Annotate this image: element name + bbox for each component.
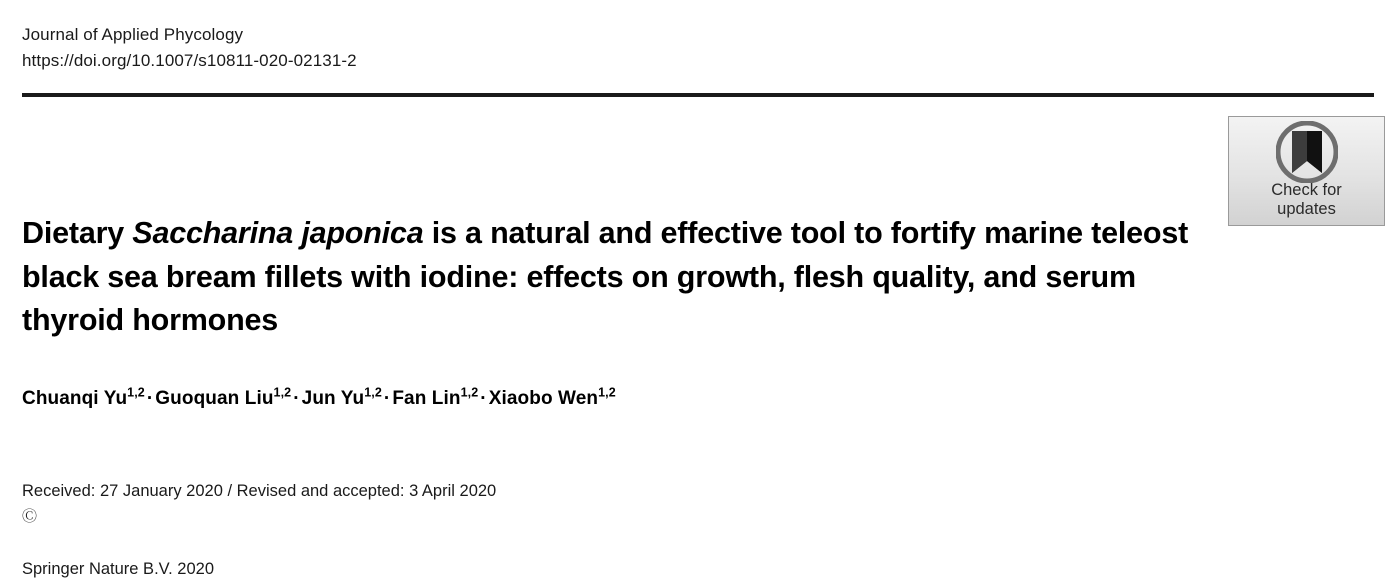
author-affiliation-marker: 1,2 xyxy=(460,385,479,400)
check-for-updates-label xyxy=(1229,181,1384,219)
copyright-line xyxy=(22,505,496,582)
author[interactable] xyxy=(392,385,479,409)
journal-name: Journal of Applied Phycology xyxy=(22,25,244,44)
author-separator: · xyxy=(293,388,300,409)
check-for-updates-badge[interactable] xyxy=(1228,116,1385,226)
author-separator: · xyxy=(480,388,487,409)
author-separator: · xyxy=(383,388,391,409)
author[interactable] xyxy=(488,385,616,409)
author-name: Chuanqi Yu xyxy=(22,388,128,409)
author-name: Jun Yu xyxy=(301,388,365,409)
author-affiliation-marker: 1,2 xyxy=(598,385,616,400)
journal-header xyxy=(22,22,357,75)
crossmark-icon xyxy=(1276,121,1338,183)
author-name: Fan Lin xyxy=(392,388,461,409)
copyright-text: Springer Nature B.V. 2020 xyxy=(22,559,215,578)
badge-line-2: updates xyxy=(1277,200,1336,219)
page-title xyxy=(22,212,1212,342)
title-segment-2: is a natural and effective tool to fortify marine teleost black sea bream fillets with iodine: effects on growth, flesh quality, and serum thyroid hormones xyxy=(22,216,1189,338)
journal-doi[interactable]: https://doi.org/10.1007/s10811-020-02131-2 xyxy=(22,51,357,71)
author[interactable] xyxy=(155,385,292,409)
author-affiliation-marker: 1,2 xyxy=(127,385,145,400)
author-name: Xiaobo Wen xyxy=(488,388,599,409)
author[interactable] xyxy=(22,385,145,409)
author-separator: · xyxy=(146,388,154,409)
title-species-name: Saccharina japonica xyxy=(132,216,424,251)
author-list xyxy=(22,385,1222,410)
received-revised-line: Received: 27 January 2020 / Revised and accepted: 3 April 2020 xyxy=(22,482,497,500)
title-segment-1: Dietary xyxy=(22,216,133,251)
author-affiliation-marker: 1,2 xyxy=(364,385,382,400)
badge-line-1: Check for xyxy=(1271,181,1342,200)
author-name: Guoquan Liu xyxy=(155,388,274,409)
publication-dates xyxy=(22,478,496,582)
header-divider xyxy=(22,93,1374,97)
copyright-icon: Ⓒ xyxy=(22,507,38,525)
author-affiliation-marker: 1,2 xyxy=(273,385,292,400)
author[interactable] xyxy=(301,385,382,409)
